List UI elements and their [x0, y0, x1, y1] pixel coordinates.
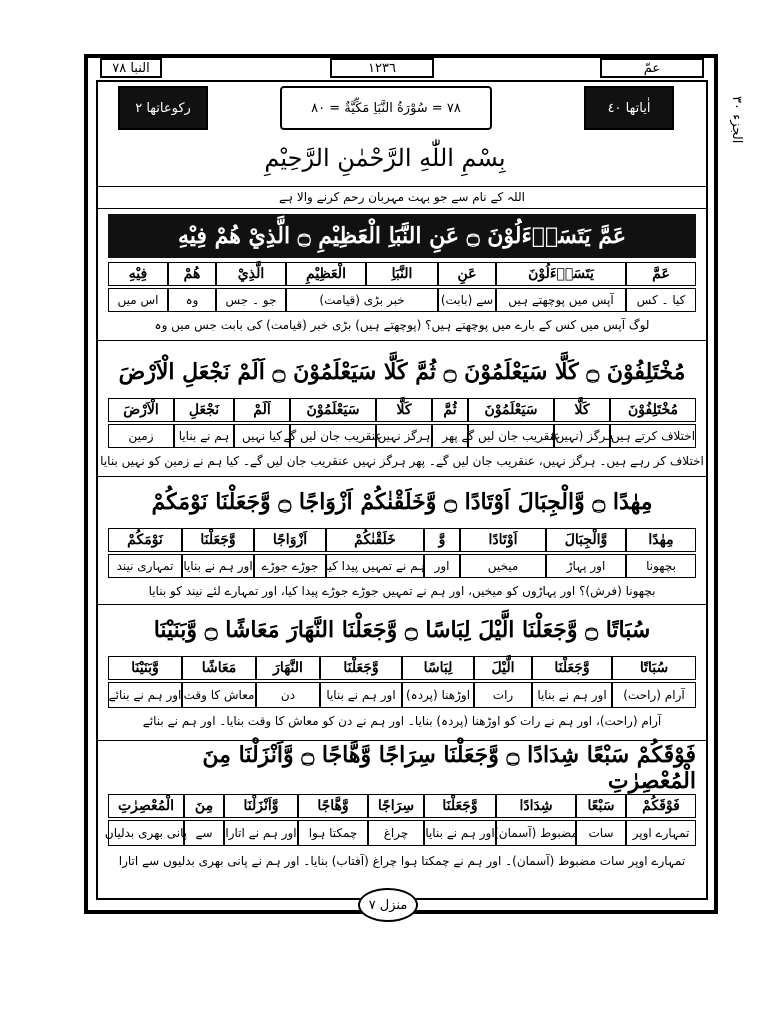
word-cell: وَّبَنَيْنَا	[108, 656, 182, 680]
divider	[98, 340, 706, 341]
meaning-cell: رات	[474, 682, 532, 708]
verse-line: مُخْتَلِفُوْنَ ۝ كَلَّا سَيَعْلَمُوْنَ ۝ ثُمَّ كَلَّا سَيَعْلَمُوْنَ ۝ اَلَمْ نَجْعَلِ الْاَرْضَ	[118, 359, 686, 385]
word-cell: سَيَعْلَمُوْنَ	[468, 398, 554, 422]
surah-header-box: النبا ٧٨	[100, 58, 162, 78]
meaning-cell: کیا ۔ کس	[626, 288, 696, 312]
meaning-cell: جو ۔ جس	[216, 288, 286, 312]
meaning-cell: مضبوط (آسمان)	[496, 820, 576, 846]
word-cell: نَوْمَكُمْ	[108, 528, 182, 552]
word-row	[108, 398, 696, 422]
word-row	[108, 262, 696, 286]
ruku-count-cartouche: رکوعاتها ٢	[118, 86, 208, 130]
meaning-cell: آپس میں پوچھتے ہیں	[496, 288, 626, 312]
word-cell: فَوْقَكُمْ	[626, 794, 696, 818]
word-cell: الَّذِيْ	[216, 262, 286, 286]
word-cell: النَّبَاِ	[366, 262, 438, 286]
word-cell: الْعَظِيْمِ	[286, 262, 366, 286]
meaning-cell: سے	[184, 820, 224, 846]
word-cell: مُخْتَلِفُوْنَ	[610, 398, 696, 422]
word-row	[108, 656, 696, 680]
meaning-cell: میخیں	[460, 554, 546, 578]
meaning-cell: چراغ	[368, 820, 424, 846]
word-cell: كَلَّا	[376, 398, 432, 422]
meaning-row	[104, 820, 696, 846]
meaning-row	[108, 288, 696, 312]
word-cell: اَلَمْ	[234, 398, 290, 422]
word-cell: لِبَاسًا	[402, 656, 474, 680]
meaning-cell: پھر	[432, 424, 468, 448]
meaning-cell: پانی بھری بدلیاں	[108, 820, 184, 846]
meaning-cell: ہرگز (نہیں)	[554, 424, 610, 448]
meaning-row	[108, 682, 696, 708]
divider	[98, 740, 706, 741]
word-cell: سَبْعًا	[576, 794, 626, 818]
meaning-cell: اور پہاڑ	[546, 554, 626, 578]
meaning-cell: زمین	[108, 424, 174, 448]
page-number: ١٢٣٦	[330, 58, 434, 78]
manzil-marker: منزل ٧	[358, 888, 418, 922]
word-cell: وَّجَعَلْنَا	[182, 528, 254, 552]
word-cell: يَتَسَاۗءَلُوْنَ	[496, 262, 626, 286]
meaning-row	[108, 424, 696, 448]
meaning-cell: عنقریب جان لیں گے	[290, 424, 376, 448]
word-cell: فِيْهِ	[108, 262, 168, 286]
word-cell: مَعَاشًا	[182, 656, 256, 680]
meaning-cell: آرام (راحت)	[612, 682, 696, 708]
line-translation: لوگ آپس میں کس کے بارے میں پوچھتے ہیں؟ (پوچھتے ہیں) بڑی خبر (قیامت) کی بابت جس میں وہ	[154, 318, 650, 332]
meaning-cell: اور ہم نے بنائے	[108, 682, 182, 708]
meaning-cell: اور ہم نے بنایا	[320, 682, 402, 708]
word-cell: سَيَعْلَمُوْنَ	[290, 398, 376, 422]
word-cell: عَنِ	[438, 262, 496, 286]
surah-title-cartouche: ٧٨ = سُوْرَةُ النَّبَاِ مَكِّيَّةٌ = ٨٠	[280, 86, 492, 130]
word-cell: كَلَّا	[554, 398, 610, 422]
meaning-cell: چمکتا ہوا	[298, 820, 368, 846]
meaning-cell: سے (بابت)	[438, 288, 496, 312]
meaning-cell: وہ	[168, 288, 216, 312]
meaning-cell: اور ہم نے بنایا	[182, 554, 254, 578]
word-cell: شِدَادًا	[496, 794, 576, 818]
meaning-cell: بچھونا	[626, 554, 696, 578]
verse-line: فَوْقَكُمْ سَبْعًا شِدَادًا ۝ وَّجَعَلْنَا سِرَاجًا وَّهَّاجًا ۝ وَّاَنْزَلْنَا مِنَ الْمُعْصِرٰتِ	[202, 742, 696, 794]
meaning-cell: خبر بڑی (قیامت)	[286, 288, 438, 312]
meaning-cell: معاش کا وقت	[182, 682, 256, 708]
word-cell: وَّ	[424, 528, 460, 552]
meaning-cell: عنقریب جان لیں گے	[468, 424, 554, 448]
bismillah-translation: اللہ کے نام سے جو بہت مہربان رحم کرنے والا ہے	[279, 190, 525, 204]
meaning-cell: اور ہم نے بنایا	[424, 820, 496, 846]
meaning-cell: سات	[576, 820, 626, 846]
meaning-cell: اور ہم نے اتارا	[224, 820, 298, 846]
word-cell: اَزْوَاجًا	[254, 528, 326, 552]
word-cell: نَجْعَلِ	[174, 398, 234, 422]
word-cell: خَلَقْنٰكُمْ	[326, 528, 424, 552]
meaning-cell: کیا نہیں	[234, 424, 290, 448]
word-cell: الْاَرْضَ	[108, 398, 174, 422]
word-cell: اَوْتَادًا	[460, 528, 546, 552]
word-row	[108, 528, 696, 552]
meaning-cell: اور	[424, 554, 460, 578]
word-cell: وَّالْجِبَالَ	[546, 528, 626, 552]
meaning-cell: جوڑے جوڑے	[254, 554, 326, 578]
word-cell: وَّهَّاجًا	[298, 794, 368, 818]
meaning-cell: تمہاری نیند	[108, 554, 182, 578]
verse-line: سُبَاتًا ۝ وَّجَعَلْنَا الَّيْلَ لِبَاسًا ۝ وَّجَعَلْنَا النَّهَارَ مَعَاشًا ۝ وَّبَنَيْنَا	[153, 617, 651, 643]
line-translation: آرام (راحت)، اور ہم نے رات کو اوڑھنا (پردہ) بنایا۔ اور ہم نے دن کو معاش کا وقت بنایا۔ اور ہم نے بنائے	[142, 714, 662, 728]
divider	[98, 208, 706, 209]
meaning-cell: ہم نے بنایا	[174, 424, 234, 448]
meaning-row	[108, 554, 696, 578]
divider	[98, 186, 706, 187]
word-cell: سِرَاجًا	[368, 794, 424, 818]
word-cell: مِهٰدًا	[626, 528, 696, 552]
ayat-count-cartouche: اٰياتها ٤٠	[584, 86, 674, 130]
meaning-cell: اختلاف کرتے ہیں	[610, 424, 696, 448]
word-cell: النَّهَارَ	[256, 656, 320, 680]
verse-line: عَمَّ يَتَسَاۗءَلُوْنَ ۝ عَنِ النَّبَاِ الْعَظِيْمِ ۝ الَّذِيْ هُمْ فِيْهِ	[108, 214, 696, 258]
word-cell: الْمُعْصِرٰتِ	[108, 794, 184, 818]
word-cell: هُمْ	[168, 262, 216, 286]
divider	[98, 604, 706, 605]
word-cell: الَّيْلَ	[474, 656, 532, 680]
word-cell: ثُمَّ	[432, 398, 468, 422]
word-row	[108, 794, 696, 818]
line-translation: اختلاف کر رہے ہیں۔ ہرگز نہیں، عنقریب جان لیں گے۔ پھر ہرگز نہیں عنقریب جان لیں گے۔ کیا ہم نے زمین کو نہیں بنایا	[100, 454, 704, 468]
word-cell: وَّجَعَلْنَا	[424, 794, 496, 818]
juz-header-box: عمّ	[600, 58, 704, 78]
word-cell: عَمَّ	[626, 262, 696, 286]
meaning-cell: تمہارے اوپر	[626, 820, 696, 846]
meaning-cell: ہم نے تمہیں پیدا کیا	[326, 554, 424, 578]
meaning-cell: اور ہم نے بنایا	[532, 682, 612, 708]
meaning-cell: ہرگز نہیں	[376, 424, 432, 448]
line-translation: بچھونا (فرش)؟ اور پہاڑوں کو میخیں، اور ہم نے تمہیں جوڑے جوڑے پیدا کیا، اور تمہارے لئے نیند کو بنایا	[148, 584, 656, 598]
meaning-cell: دن	[256, 682, 320, 708]
divider	[98, 476, 706, 477]
juz-side-note: الجزء ٣٠	[729, 96, 744, 144]
bismillah: بِسْمِ اللّٰهِ الرَّحْمٰنِ الرَّحِيْمِ	[264, 144, 506, 172]
meaning-cell: اس میں	[108, 288, 168, 312]
word-cell: وَّجَعَلْنَا	[532, 656, 612, 680]
word-cell: وَّجَعَلْنَا	[320, 656, 402, 680]
word-cell: مِنَ	[184, 794, 224, 818]
line-translation: تمہارے اوپر سات مضبوط (آسمان)۔ اور ہم نے چمکتا ہوا چراغ (آفتاب) بنایا۔ اور ہم نے پانی بھری بدلیوں سے اتارا	[118, 854, 686, 868]
word-cell: وَّاَنْزَلْنَا	[224, 794, 298, 818]
word-cell: سُبَاتًا	[612, 656, 696, 680]
verse-line: مِهٰدًا ۝ وَّالْجِبَالَ اَوْتَادًا ۝ وَّخَلَقْنٰكُمْ اَزْوَاجًا ۝ وَّجَعَلْنَا نَوْمَكُمْ	[151, 489, 653, 515]
meaning-cell: اوڑھنا (پردہ)	[402, 682, 474, 708]
